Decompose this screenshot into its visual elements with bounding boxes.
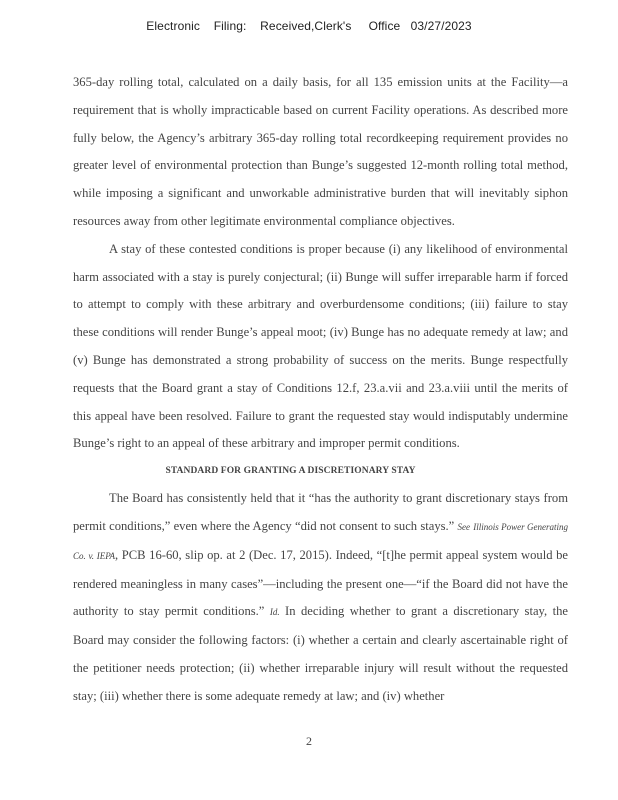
- standard-text-part2: , PCB 16-60, slip op. at 2 (Dec. 17, 2015). Indeed, “[t]he permit appeal system would be rendered meaningless in many cases”—including the present one—“if the Board did not have the authority to stay permit conditions.”: [73, 547, 568, 619]
- standard-text-part3: In deciding whether to grant a discretionary stay, the Board may consider the following factors: (i) whether a certain and clearly ascertainable right of the petitioner needs protection; (ii) whether irreparable injury will result without the requested stay; (iii) whether there is some adequate remedy at law; and (iv) whether: [73, 604, 568, 703]
- see-signal: See: [457, 521, 471, 532]
- case-name-citation: Illinois Power Generating Co. v. IEPA: [73, 521, 568, 561]
- id-signal: Id.: [269, 607, 280, 618]
- electronic-filing-stamp: Electronic Filing: Received,Clerk's Office 03/27/2023: [146, 19, 472, 33]
- section-heading: STANDARD FOR GRANTING A DISCRETIONARY STAY: [165, 466, 416, 477]
- page-number: 2: [306, 734, 312, 748]
- document-body: [73, 69, 568, 711]
- standard-text-part1: The Board has consistently held that it “has the authority to grant discretionary stays from permit conditions,” even where the Agency “did not consent to such stays.”: [73, 491, 568, 533]
- paragraph-continued: 365-day rolling total, calculated on a daily basis, for all 135 emission units at the Facility—a requirement that is wholly impracticable based on current Facility operations. As described more fully below, the Agency’s arbitrary 365-day rolling total recordkeeping requirement provides no greater level of environmental protection than Bunge’s suggested 12-month rolling total method, while imposing a significant and unworkable administrative burden that will inevitably siphon resources away from other legitimate environmental compliance objectives.: [73, 75, 568, 228]
- paragraph-standard: [73, 485, 568, 710]
- paragraph-stay-argument: A stay of these contested conditions is proper because (i) any likelihood of environmental harm associated with a stay is purely conjectural; (ii) Bunge will suffer irreparable harm if forced to attempt to comply with these arbitrary and overburdensome conditions; (iii) failure to stay these conditions will render Bunge’s appeal moot; (iv) Bunge has no adequate remedy at law; and (v) Bunge has demonstrated a strong probability of success on the merits. Bunge respectfully requests that the Board grant a stay of Conditions 12.f, 23.a.vii and 23.a.viii until the merits of this appeal have been resolved. Failure to grant the requested stay would indisputably undermine Bunge’s right to an appeal of these arbitrary and improper permit conditions.: [73, 241, 568, 451]
